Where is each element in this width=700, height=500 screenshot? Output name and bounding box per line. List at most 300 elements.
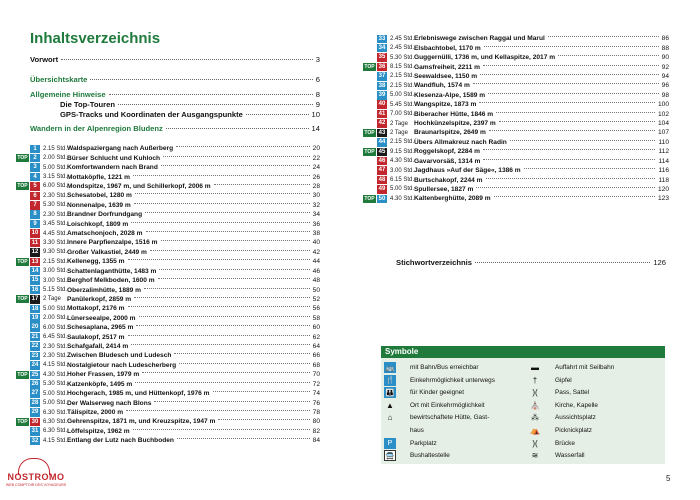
tour-duration: 2.15 Std.: [390, 139, 415, 146]
tour-duration: 6.30 Std.: [43, 418, 68, 425]
top-tour-badge: TOP: [364, 64, 375, 70]
top-tour-badge: TOP: [17, 418, 28, 425]
tour-name: Klesenza-Alpe, 1589 m: [414, 91, 486, 99]
leader-dots: [476, 187, 655, 188]
tour-number: 24: [31, 362, 39, 369]
tour-entry[interactable]: [16, 153, 320, 163]
tour-entry[interactable]: [363, 109, 669, 119]
tour-duration: 5.00 Std.: [390, 92, 415, 99]
tour-number: 13: [31, 258, 39, 265]
legend-item: [384, 400, 485, 411]
nostromo-logo: [4, 458, 68, 494]
legend-label: Parkplatz: [410, 439, 437, 447]
tour-entry[interactable]: [16, 219, 320, 229]
leader-dots: [158, 278, 310, 279]
tour-name: Mondspitze, 1967 m, und Schillerkopf, 2006 m: [67, 182, 211, 190]
tour-entry[interactable]: [16, 144, 320, 154]
tour-page: 34: [312, 211, 320, 219]
tour-number: 44: [378, 139, 386, 146]
tour-name: Biberacher Hütte, 1846 m: [414, 110, 494, 118]
tour-page: 88: [661, 44, 669, 52]
tour-name: Nonnenalpe, 1639 m: [67, 201, 131, 209]
tour-number: 45: [378, 148, 386, 155]
tour-number: 2: [30, 154, 40, 163]
toc-entry[interactable]: [30, 55, 320, 64]
legend-item: [529, 375, 572, 386]
leader-dots: [145, 212, 310, 213]
top-tour-badge: TOP: [17, 296, 28, 303]
legend-item: [529, 450, 585, 461]
tour-duration: 4.15 Std.: [43, 437, 68, 444]
tour-name: Kaltenberghütte, 2089 m: [414, 195, 491, 203]
tour-duration: 6.30 Std.: [43, 409, 68, 416]
tour-duration: 5.15 Std.: [43, 287, 68, 294]
tour-page: 80: [312, 418, 320, 426]
leader-dots: [61, 59, 313, 60]
tour-page: 40: [312, 239, 320, 247]
tour-entry[interactable]: [363, 34, 669, 44]
tour-page: 123: [657, 195, 669, 203]
tour-duration: 2.45 Std.: [390, 45, 415, 52]
tour-entry[interactable]: [16, 172, 320, 182]
tour-number: 38: [378, 82, 386, 89]
tour-entry[interactable]: [16, 285, 320, 295]
tour-name: Panülerkopf, 2859 m: [67, 295, 132, 303]
tour-entry[interactable]: [363, 53, 669, 63]
tour-name: Hochgerach, 1985 m, und Hüttenkopf, 1976 m: [67, 390, 210, 398]
tour-name: Schesatobel, 1280 m: [67, 192, 132, 200]
train-bus-icon: 🚌: [384, 362, 396, 373]
legend-label: mit Bahn/Bus erreichbar: [410, 364, 479, 371]
leader-dots: [484, 46, 659, 47]
tour-number: 27: [31, 390, 39, 397]
tour-page: 46: [312, 267, 320, 275]
leader-dots: [161, 240, 310, 241]
top-badge-slot: [16, 314, 29, 322]
tour-number: 31: [31, 428, 39, 435]
tour-name: Amatschonjoch, 2028 m: [67, 230, 143, 238]
tour-page: 112: [658, 148, 669, 156]
legend-label: Ort mit Einkehrmöglichkeit: [410, 401, 485, 409]
tour-page: 76: [312, 399, 320, 407]
tour-entry[interactable]: [16, 210, 320, 220]
tour-duration: 2.30 Std.: [43, 192, 68, 199]
tour-entry[interactable]: [16, 351, 320, 361]
top-badge-slot: [16, 399, 29, 407]
tour-entry[interactable]: [16, 304, 320, 314]
tour-page: 60: [312, 324, 320, 332]
summit-cross-icon: †: [532, 375, 538, 385]
leader-dots: [479, 102, 655, 103]
tour-name: Kellenegg, 1355 m: [67, 258, 125, 266]
tour-duration: 5.00 Std.: [390, 186, 415, 193]
tour-page: 110: [658, 138, 669, 146]
toc-entry[interactable]: [30, 124, 320, 133]
tour-name: Hochkünzelspitze, 2397 m: [414, 120, 496, 128]
parking-icon: P: [384, 438, 396, 449]
logo-tagline: WEB COMPTOIR DES VOYAGEURS: [5, 483, 67, 487]
legend-item: [529, 412, 596, 423]
top-badge-slot: [16, 201, 29, 209]
top-badge-slot: [16, 164, 29, 172]
tour-entry[interactable]: [363, 81, 669, 91]
tour-entry[interactable]: [16, 314, 320, 324]
tour-name: Burtschakopf, 2244 m: [414, 176, 483, 184]
leader-dots: [139, 316, 310, 317]
leader-dots: [488, 93, 659, 94]
tour-entry[interactable]: [16, 332, 320, 342]
top-badge-slot: [363, 44, 376, 52]
tour-number: 20: [31, 324, 39, 331]
tour-entry[interactable]: [16, 191, 320, 201]
tour-entry[interactable]: [16, 408, 320, 418]
tour-page: 72: [312, 380, 320, 388]
leader-dots: [90, 79, 312, 80]
tour-name: Brandner Dorfrundgang: [67, 211, 143, 219]
tour-entry[interactable]: [16, 436, 320, 446]
legend-label: Pass, Sattel: [555, 389, 590, 397]
tour-entry[interactable]: [16, 182, 320, 192]
tour-name: Lünerseealpe, 2000 m: [67, 314, 136, 322]
tour-page: 26: [312, 173, 320, 181]
legend-label: haus: [410, 427, 424, 434]
leader-dots: [118, 104, 313, 105]
tour-entry[interactable]: [363, 128, 669, 138]
tour-entry[interactable]: [16, 229, 320, 239]
top-badge-slot: [16, 343, 29, 351]
tour-page: 86: [661, 35, 669, 43]
tour-name: Schesaplana, 2965 m: [67, 324, 134, 332]
leader-dots: [174, 353, 309, 354]
logo-brand: NOSTROMO: [7, 472, 65, 482]
tour-page: 58: [312, 314, 320, 322]
tour-entry[interactable]: [16, 370, 320, 380]
leader-dots: [166, 128, 309, 129]
tour-page: 120: [657, 185, 669, 193]
tour-duration: 5.30 Std.: [43, 381, 68, 388]
tour-number: 34: [378, 44, 386, 51]
leader-dots: [558, 55, 659, 56]
leader-dots: [489, 130, 655, 131]
tour-entry[interactable]: [16, 417, 320, 427]
tour-name: Oberzalimhütte, 1889 m: [67, 286, 142, 294]
tour-entry[interactable]: [16, 323, 320, 333]
tour-number: 39: [378, 92, 386, 99]
tour-page: 104: [657, 120, 669, 128]
tour-page: 52: [312, 295, 320, 303]
tour-entry[interactable]: [16, 427, 320, 437]
tour-page: 92: [661, 63, 669, 71]
tour-entry[interactable]: [363, 147, 669, 157]
tour-number: 26: [31, 381, 39, 387]
tour-entry[interactable]: [16, 295, 320, 305]
tour-duration: 5.30 Std.: [390, 54, 415, 61]
leader-dots: [135, 193, 310, 194]
tour-name: Löffelspitze, 1962 m: [67, 427, 130, 435]
legend-item: [529, 362, 614, 373]
toc-entry-label: Vorwort: [30, 55, 59, 64]
leader-dots: [126, 410, 310, 411]
toc-entry[interactable]: [60, 100, 320, 109]
leader-dots: [176, 146, 310, 147]
tour-entry[interactable]: [363, 156, 669, 166]
tour-duration: 6.45 Std.: [43, 334, 68, 341]
leader-dots: [163, 156, 310, 157]
tour-entry[interactable]: [363, 91, 669, 101]
leader-dots: [548, 36, 659, 37]
tour-number: 9: [30, 220, 40, 229]
leader-dots: [159, 269, 309, 270]
tour-number: 49: [378, 186, 386, 193]
tour-number: 50: [378, 195, 386, 202]
tour-duration: 9.15 Std.: [390, 148, 415, 155]
legend-item: [384, 387, 464, 398]
tour-duration: 2.30 Std.: [43, 211, 68, 218]
tour-name: Katzenköpfe, 1495 m: [67, 380, 133, 388]
toc-entry-label: Übersichtskarte: [30, 75, 88, 84]
tour-entry[interactable]: [363, 62, 669, 72]
tour-entry[interactable]: [363, 72, 669, 82]
leader-dots: [134, 203, 310, 204]
legend-label: Kirche, Kapelle: [555, 401, 598, 409]
tour-number: 43: [378, 129, 386, 136]
top-tour-badge: TOP: [17, 183, 28, 190]
tour-entry[interactable]: [363, 175, 669, 185]
tour-page: 107: [657, 129, 669, 137]
tour-page: 84: [312, 437, 320, 445]
tour-name: Zwischen Bludesch und Ludesch: [67, 352, 172, 360]
top-tour-badge: TOP: [364, 148, 375, 155]
tour-entry[interactable]: [16, 361, 320, 371]
toc-entry[interactable]: [30, 90, 320, 99]
tour-duration: 2.30 Std.: [43, 343, 68, 350]
tour-duration: 5.45 Std.: [390, 101, 415, 108]
tour-entry[interactable]: [363, 100, 669, 110]
tour-name: Seewaldsee, 1150 m: [414, 72, 478, 80]
index-entry[interactable]: [396, 258, 666, 267]
top-badge-slot: [363, 110, 376, 118]
top-badge-slot: [363, 101, 376, 109]
top-badge-slot: [363, 157, 376, 165]
legend-label: Aussichtsplatz: [555, 414, 596, 422]
tour-number: 3: [30, 163, 40, 172]
child-icon: 👪: [384, 387, 396, 398]
leader-dots: [475, 262, 650, 263]
tour-name: Mottakopf, 2176 m: [67, 305, 125, 313]
top-badge-slot: [363, 35, 376, 43]
tour-entry[interactable]: [16, 238, 320, 248]
tour-page: 50: [312, 286, 320, 294]
tour-name: Nostalgietour nach Ludescherberg: [67, 361, 177, 369]
tour-name: Erlebniswege zwischen Raggal und Marul: [414, 35, 545, 43]
top-badge-slot: [16, 230, 29, 238]
top-tour-badge: TOP: [17, 258, 28, 265]
top-badge-slot: [16, 352, 29, 360]
tour-number: 21: [31, 333, 39, 340]
leader-dots: [133, 175, 310, 176]
leader-dots: [496, 112, 655, 113]
viewpoint-icon: ⁂: [531, 413, 539, 423]
toc-entry[interactable]: [30, 75, 320, 84]
tour-entry[interactable]: [16, 276, 320, 286]
tour-duration: 2.00 Std.: [43, 315, 68, 322]
tour-entry[interactable]: [16, 266, 320, 276]
tour-entry[interactable]: [363, 194, 669, 204]
leader-dots: [246, 114, 309, 115]
tour-duration: 6.15 Std.: [390, 177, 415, 184]
tour-entry[interactable]: [363, 43, 669, 53]
leader-dots: [128, 335, 310, 336]
leader-dots: [144, 288, 310, 289]
tour-entry[interactable]: [363, 119, 669, 129]
tour-entry[interactable]: [363, 166, 669, 176]
tour-duration: 2 Tage: [43, 296, 61, 303]
top-badge-slot: [16, 239, 29, 247]
top-badge-slot: [16, 437, 29, 445]
tour-entry[interactable]: [16, 163, 320, 173]
tour-duration: 5.30 Std.: [43, 202, 68, 209]
legend-item: [384, 412, 489, 423]
top-badge-slot: [16, 192, 29, 200]
leader-dots: [473, 83, 659, 84]
top-badge-slot: [16, 220, 29, 228]
tour-duration: 4.30 Std.: [43, 371, 68, 378]
index-entry-label: Stichwortverzeichnis: [396, 258, 472, 267]
top-tour-badge: TOP: [364, 129, 375, 136]
tour-duration: 5.00 Std.: [43, 400, 68, 407]
tour-entry[interactable]: [16, 248, 320, 258]
toc-entry[interactable]: [60, 110, 320, 119]
toc-entry-page: 10: [311, 110, 320, 119]
toc-entry-label: Die Top-Touren: [60, 100, 115, 109]
tour-number: 29: [31, 409, 39, 416]
top-badge-slot: [16, 173, 29, 181]
top-badge-slot: [16, 427, 29, 435]
tour-name: Entlang der Lutz nach Buchboden: [67, 437, 174, 445]
tour-number: 48: [378, 176, 386, 183]
leader-dots: [214, 184, 310, 185]
legend-label: Brücke: [555, 439, 575, 447]
tour-duration: 5.00 Std.: [43, 305, 68, 312]
legend-label: Auffahrt mit Seilbahn: [555, 364, 615, 371]
tour-page: 38: [312, 230, 320, 238]
tour-number: 15: [31, 277, 39, 284]
tour-entry[interactable]: [16, 389, 320, 399]
tour-duration: 2.15 Std.: [390, 73, 415, 80]
top-badge-slot: [16, 409, 29, 417]
legend-item: [384, 438, 437, 449]
top-badge-slot: [363, 82, 376, 90]
tour-name: Saulakopf, 2517 m: [67, 333, 125, 341]
tour-name: Schafgafall, 2414 m: [67, 343, 129, 351]
tour-duration: 2.30 Std.: [43, 352, 68, 359]
tour-number: 14: [31, 267, 39, 274]
tour-page: 28: [312, 182, 320, 190]
tour-name: Wangspitze, 1873 m: [414, 101, 477, 109]
tour-number: 33: [378, 35, 386, 42]
legend-item: [529, 425, 592, 436]
tour-name: Jagdhaus »Auf der Säge«, 1386 m: [414, 167, 521, 175]
leader-dots: [177, 438, 310, 439]
leader-dots: [150, 250, 310, 251]
tour-number: 32: [31, 437, 39, 444]
leader-dots: [154, 401, 309, 402]
tour-page: 56: [312, 305, 320, 313]
tour-page: 74: [312, 390, 320, 398]
leader-dots: [213, 391, 310, 392]
tour-entry[interactable]: [363, 185, 669, 195]
symbol-legend-title: Symbole: [381, 346, 665, 358]
tour-number: 6: [30, 192, 40, 201]
tour-entry[interactable]: [363, 138, 669, 148]
legend-label: Bushaltestelle: [410, 452, 450, 460]
leader-dots: [486, 178, 656, 179]
top-badge-slot: [363, 167, 376, 175]
tour-entry[interactable]: [16, 380, 320, 390]
tour-duration: 5.00 Std.: [43, 164, 68, 171]
leader-dots: [136, 325, 309, 326]
tour-page: 42: [312, 248, 320, 256]
tour-page: 98: [661, 91, 669, 99]
tour-number: 42: [378, 120, 386, 127]
leader-dots: [218, 419, 309, 420]
top-badge-slot: [16, 390, 29, 398]
bus-stop-icon: 🚍: [384, 450, 396, 461]
tour-page: 22: [312, 154, 320, 162]
leader-dots: [510, 140, 656, 141]
tour-number: 17: [31, 296, 39, 303]
leader-dots: [135, 382, 309, 383]
tour-entry[interactable]: [16, 342, 320, 352]
legend-item: [384, 362, 479, 373]
legend-item: [529, 400, 598, 411]
tour-page: 94: [661, 72, 669, 80]
tour-entry[interactable]: [16, 398, 320, 408]
tour-page: 96: [661, 82, 669, 90]
tour-page: 44: [312, 258, 320, 266]
tour-number: 25: [31, 371, 39, 378]
legend-item: [384, 425, 424, 436]
tour-name: Gamsfreiheit, 2211 m: [414, 63, 480, 71]
top-badge-slot: [16, 305, 29, 313]
tour-duration: 3.45 Std.: [43, 221, 68, 228]
legend-item: [384, 375, 495, 386]
tour-entry[interactable]: [16, 257, 320, 267]
cable-car-icon: ▬: [531, 363, 539, 372]
top-badge-slot: [363, 54, 376, 62]
tour-page: 116: [658, 167, 669, 175]
tour-name: Loischkopf, 1809 m: [67, 220, 129, 228]
tour-page: 100: [657, 101, 669, 109]
tour-duration: 3.00 Std.: [390, 167, 415, 174]
top-tour-badge: TOP: [17, 155, 28, 162]
legend-label: Picknickplatz: [555, 427, 592, 434]
page-number: 5: [666, 474, 671, 483]
tour-entry[interactable]: [16, 201, 320, 211]
tour-page: 90: [661, 54, 669, 62]
tour-number: 4: [30, 173, 40, 182]
tour-name: Gehrenspitze, 1871 m, und Kreuzspitze, 1947 m: [67, 418, 216, 426]
tour-page: 30: [312, 192, 320, 200]
legend-label: Wasserfall: [555, 452, 585, 460]
legend-item: [384, 450, 450, 461]
top-badge-slot: [16, 286, 29, 294]
leader-dots: [524, 168, 656, 169]
tour-duration: 2.15 Std.: [43, 145, 68, 152]
legend-label: für Kinder geeignet: [410, 389, 465, 397]
legend-item: [529, 387, 589, 398]
tour-name: Übers Allmakreuz nach Radin: [414, 138, 507, 146]
